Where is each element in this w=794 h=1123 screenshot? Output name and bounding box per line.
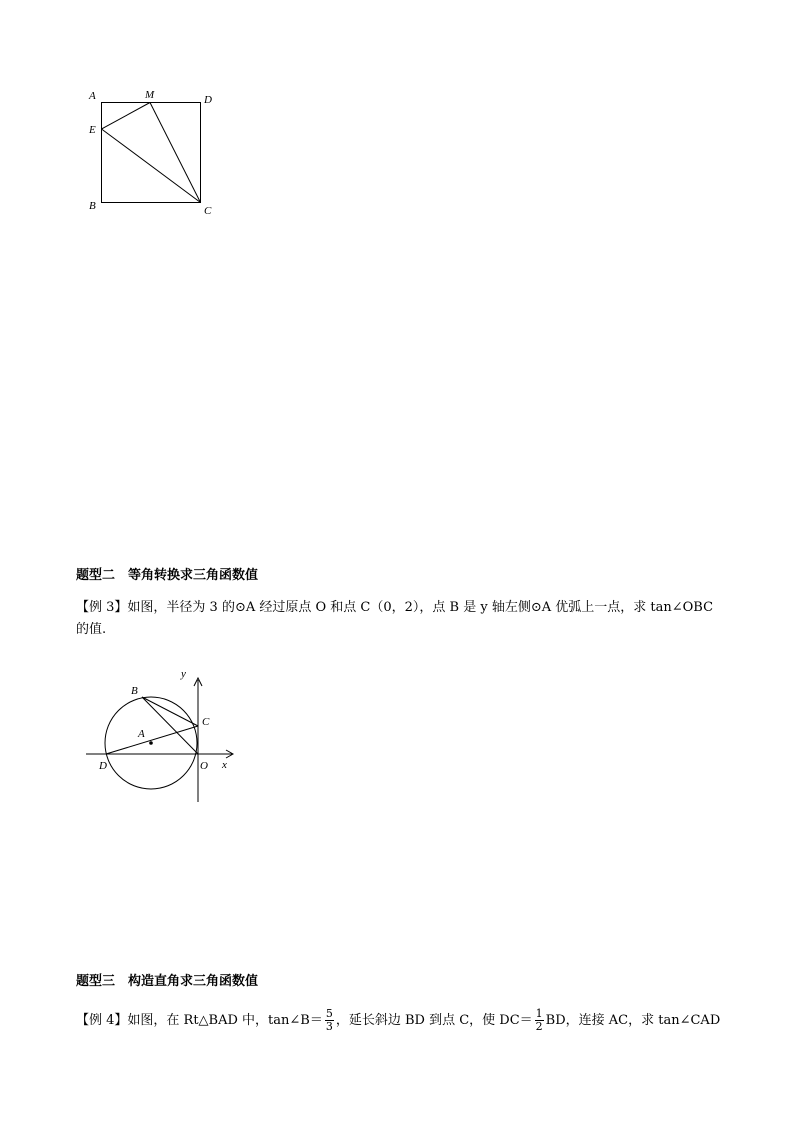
- fraction-tan-b: [325, 1008, 334, 1033]
- segment-bo: [142, 697, 198, 754]
- example-4-part-1: 如图，在 Rt△BAD 中，tan∠B＝: [127, 1013, 323, 1028]
- segment-ec: [102, 129, 201, 203]
- example-3-tag: 【例 3】: [76, 600, 128, 615]
- fraction-dc-denominator: 2: [535, 1020, 543, 1033]
- label-x: x: [222, 759, 227, 771]
- label-b: B: [131, 685, 138, 697]
- label-b: B: [89, 200, 96, 212]
- label-m: M: [145, 89, 155, 101]
- example-4-text: [76, 1008, 720, 1033]
- example-3-text: [76, 596, 713, 620]
- center-point-a: [149, 741, 153, 745]
- label-a: A: [89, 90, 96, 102]
- fraction-tan-b-numerator: 5: [325, 1007, 333, 1020]
- section-heading-2: 题型二 等角转换求三角函数值: [76, 568, 259, 583]
- label-d: D: [99, 760, 107, 772]
- segment-mc: [150, 103, 201, 203]
- section-heading-3: 题型三 构造直角求三角函数值: [76, 974, 259, 989]
- circle-figure: [80, 660, 250, 810]
- label-e: E: [89, 124, 96, 136]
- fraction-tan-b-denominator: 3: [325, 1020, 333, 1033]
- example-4-part-2: ，延长斜边 BD 到点 C，使 DC＝: [335, 1013, 533, 1028]
- fraction-dc: [535, 1008, 544, 1033]
- label-a: A: [138, 728, 145, 740]
- square-abcd: [102, 103, 201, 203]
- label-d: D: [204, 94, 212, 106]
- segment-em: [102, 103, 151, 130]
- example-3-line-2: 的值.: [76, 622, 107, 637]
- label-o: O: [200, 760, 208, 772]
- label-y: y: [181, 668, 186, 680]
- example-3-line-1: 如图，半径为 3 的⊙A 经过原点 O 和点 C（0，2），点 B 是 y 轴左侧⊙A 优弧上一点，求 tan∠OBC: [127, 600, 714, 615]
- label-c: C: [202, 716, 210, 728]
- label-c: C: [204, 205, 212, 217]
- example-4-tag: 【例 4】: [76, 1013, 128, 1028]
- square-figure: [80, 85, 230, 225]
- fraction-dc-numerator: 1: [535, 1007, 543, 1020]
- example-4-part-3: BD，连接 AC，求 tan∠CAD: [545, 1013, 721, 1028]
